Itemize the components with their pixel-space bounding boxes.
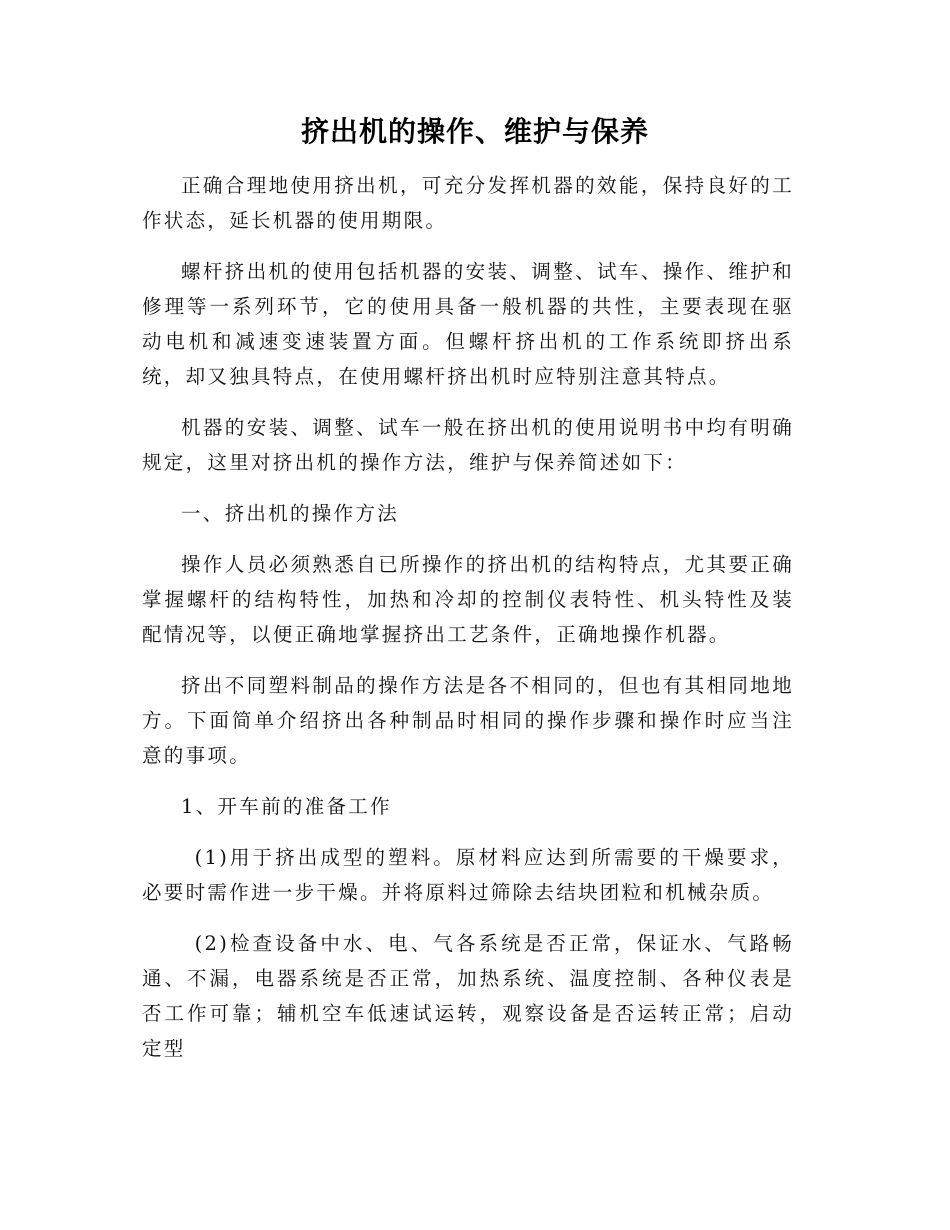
document-body	[142, 168, 794, 1082]
list-item-material-drying: (1)用于挤出成型的塑料。原材料应达到所需要的干燥要求，必要时需作进一步干燥。并将原料过筛除去结块团粒和机械杂质。	[142, 846, 794, 904]
subsection-heading-preparation: 1、开车前的准备工作	[181, 795, 392, 818]
paragraph-common-steps: 挤出不同塑料制品的操作方法是各不相同的，但也有其相同地地方。下面简单介绍挤出各种制品时相同的操作步骤和操作时应当注意的事项。	[142, 674, 794, 767]
document-title: 挤出机的操作、维护与保养	[300, 115, 649, 148]
paragraph-usage-overview: 螺杆挤出机的使用包括机器的安装、调整、试车、操作、维护和修理等一系列环节，它的使用具备一般机器的共性，主要表现在驱动电机和减速变速装置方面。但螺杆挤出机的工作系统即挤出系统，却又独具特点，在使用螺杆挤出机时应特别注意其特点。	[142, 260, 794, 388]
paragraph-scope: 机器的安装、调整、试车一般在挤出机的使用说明书中均有明确规定，这里对挤出机的操作方法，维护与保养简述如下：	[142, 416, 794, 474]
paragraph-operator-knowledge: 操作人员必须熟悉自已所操作的挤出机的结构特点，尤其要正确掌握螺杆的结构特性，加热和冷却的控制仪表特性、机头特性及装配情况等，以便正确地掌握挤出工艺条件，正确地操作机器。	[142, 553, 794, 646]
paragraph-intro: 正确合理地使用挤出机，可充分发挥机器的效能，保持良好的工作状态，延长机器的使用期限。	[142, 174, 794, 232]
list-item-equipment-check: (2)检查设备中水、电、气各系统是否正常，保证水、气路畅通、不漏，电器系统是否正常，加热系统、温度控制、各种仪表是否工作可靠；辅机空车低速试运转，观察设备是否运转正常；启动定型	[142, 932, 794, 1060]
section-heading-operation-methods: 一、挤出机的操作方法	[181, 502, 400, 525]
